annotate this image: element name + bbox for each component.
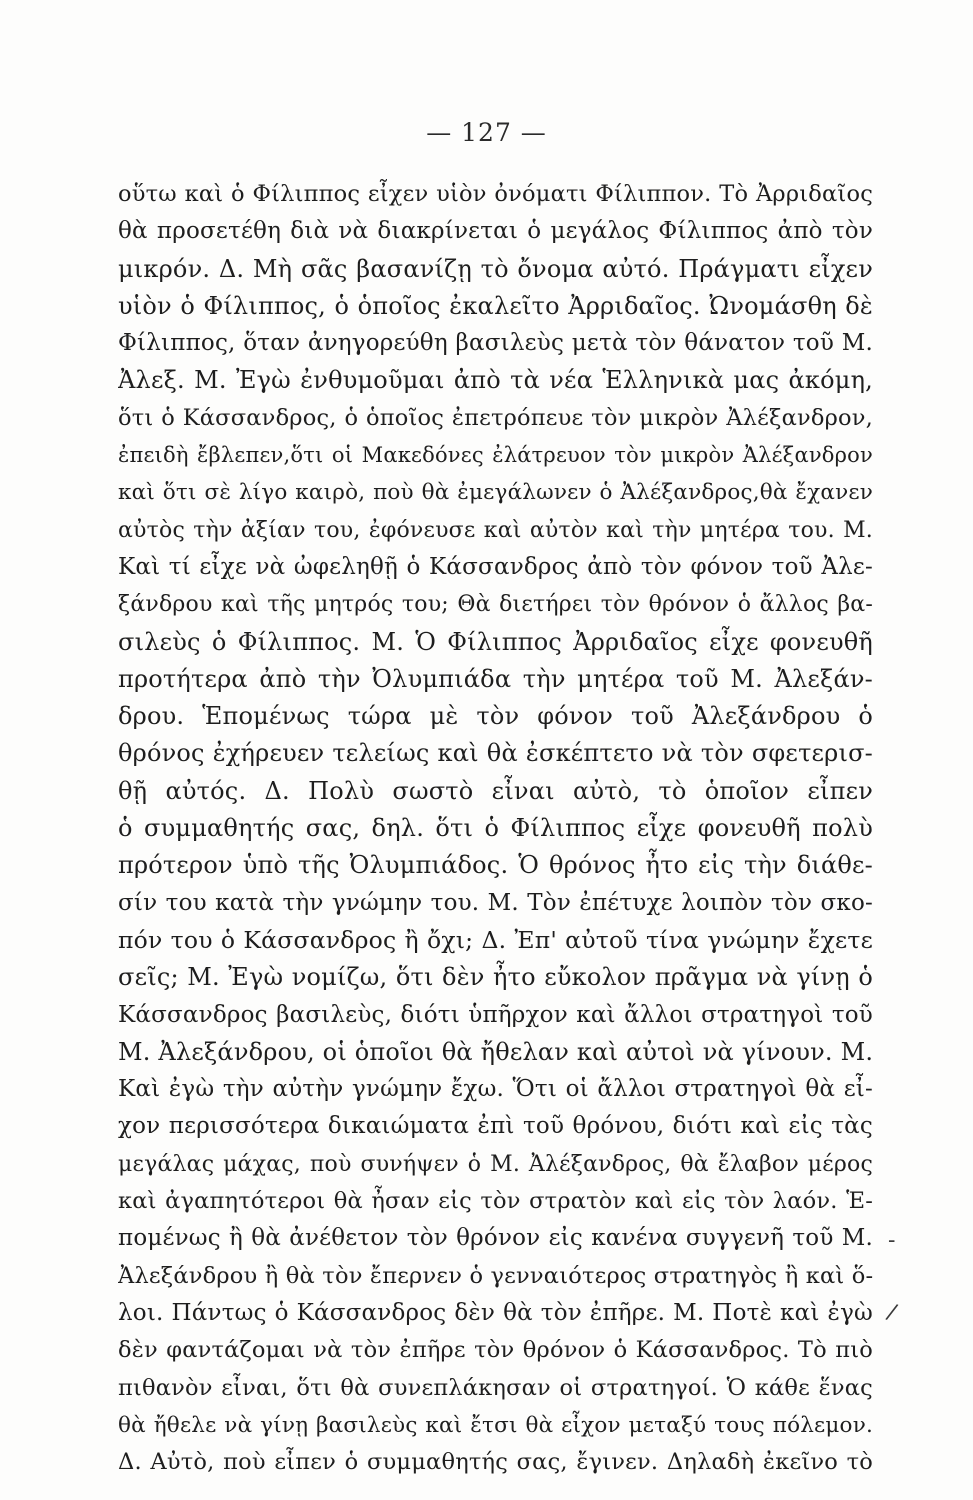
text-line: Μ. Ἀλεξάνδρου, οἱ ὁποῖοι θὰ ἤθελαν καὶ αὐτοὶ νὰ γίνουν. Μ. [118,1037,873,1066]
text-line: μεγάλας μάχας, ποὺ συνήψεν ὁ Μ. Ἀλέξανδρος, θὰ ἔλαβον μέρος [118,1151,873,1177]
text-line: πιθανὸν εἶναι, ὅτι θὰ συνεπλάκησαν οἱ στρατηγοί. Ὁ κάθε ἕνας [118,1374,873,1401]
text-line: ξάνδρου καὶ τῆς μητρός του; Θὰ διετήρει τὸν θρόνον ὁ ἄλλος βα- [118,592,873,618]
text-line: θὰ προσετέθη διὰ νὰ διακρίνεται ὁ μεγάλος Φίλιππος ἀπὸ τὸν [118,218,873,245]
text-line: προτήτερα ἀπὸ τὴν Ὀλυμπιάδα τὴν μητέρα τοῦ Μ. Ἀλεξάν- [118,664,873,693]
text-line: λοι. Πάντως ὁ Κάσσανδρος δὲν θὰ τὸν ἐπῆρε. Μ. Ποτὲ καὶ ἐγὼ [118,1299,873,1326]
text-line: χον περισσότερα δικαιώματα ἐπὶ τοῦ θρόνου, διότι καὶ εἰς τὰς [118,1113,873,1140]
text-line: μικρόν. Δ. Μὴ σᾶς βασανίζῃ τὸ ὄνομα αὐτό. Πράγματι εἶχεν [118,254,873,283]
text-line: Φίλιππος, ὅταν ἀνηγορεύθη βασιλεὺς μετὰ τὸν θάνατον τοῦ Μ. [118,330,873,357]
text-line: θὰ ἤθελε νὰ γίνῃ βασιλεὺς καὶ ἔτσι θὰ εἶχον μεταξύ τους πόλεμον. [118,1412,873,1438]
text-line: πρότερον ὑπὸ τῆς Ὀλυμπιάδος. Ὁ θρόνος ἦτο εἰς τὴν διάθε- [118,851,873,880]
text-line: αὐτὸς τὴν ἀξίαν του, ἐφόνευσε καὶ αὐτὸν καὶ τὴν μητέρα του. Μ. [118,517,873,543]
text-line: ὁ συμμαθητής σας, δηλ. ὅτι ὁ Φίλιππος εἶχε φονευθῆ πολὺ [118,814,873,843]
page-number: — 127 — [426,118,547,147]
text-line: καὶ ἀγαπητότεροι θὰ ἦσαν εἰς τὸν στρατὸν καὶ εἰς τὸν λαόν. Ἑ- [118,1188,873,1215]
text-line: θρόνος ἐχήρευεν τελείως καὶ θὰ ἐσκέπτετο νὰ τὸν σφετερισ- [118,739,873,768]
text-line: ἐπειδὴ ἔβλεπεν,ὅτι οἱ Μακεδόνες ἐλάτρευον τὸν μικρὸν Ἀλέξανδρον [118,443,873,468]
margin-mark: / [883,1299,900,1326]
text-line: πόν του ὁ Κάσσανδρος ἢ ὄχι; Δ. Ἐπ' αὐτοῦ τίνα γνώμην ἔχετε [118,925,873,954]
text-line: Καὶ τί εἶχε νὰ ὠφεληθῇ ὁ Κάσσανδρος ἀπὸ τὸν φόνον τοῦ Ἀλε- [118,553,873,580]
text-line: σίν του κατὰ τὴν γνώμην του. Μ. Τὸν ἐπέτυχε λοιπὸν τὸν σκο- [118,889,873,916]
text-line: Καὶ ἐγὼ τὴν αὐτὴν γνώμην ἔχω. Ὅτι οἱ ἄλλοι στρατηγοὶ θὰ εἶ- [118,1076,873,1103]
text-line: δὲν φαντάζομαι νὰ τὸν ἐπῆρε τὸν θρόνον ὁ Κάσσανδρος. Τὸ πιὸ [118,1337,873,1364]
text-line: σιλεὺς ὁ Φίλιππος. Μ. Ὁ Φίλιππος Ἀρριδαῖος εἶχε φονευθῆ [118,627,873,656]
text-line: Ἀλεξ. Μ. Ἐγὼ ἐνθυμοῦμαι ἀπὸ τὰ νέα Ἑλληνικὰ μας ἀκόμη, [118,366,873,395]
text-line: δρου. Ἑπομένως τώρα μὲ τὸν φόνον τοῦ Ἀλεξάνδρου ὁ [118,702,873,731]
text-line: καὶ ὅτι σὲ λίγο καιρὸ, ποὺ θὰ ἐμεγάλωνεν ὁ Ἀλέξανδρος,θὰ ἔχανεν [118,480,873,506]
text-line: υἱὸν ὁ Φίλιππος, ὁ ὁποῖος ἐκαλεῖτο Ἀρριδαῖος. Ὠνομάσθη δὲ [118,291,873,320]
text-line: θῇ αὐτός. Δ. Πολὺ σωστὸ εἶναι αὐτὸ, τὸ ὁποῖον εἶπεν [118,776,873,805]
margin-mark: - [888,1228,896,1253]
text-line: Ἀλεξάνδρου ἢ θὰ τὸν ἔπερνεν ὁ γενναιότερος στρατηγὸς ἢ καὶ ὅ- [118,1262,873,1289]
text-line: ὅτι ὁ Κάσσανδρος, ὁ ὁποῖος ἐπετρόπευε τὸν μικρὸν Ἀλέξανδρον, [118,404,873,431]
text-line: Δ. Αὐτὸ, ποὺ εἶπεν ὁ συμμαθητής σας, ἔγινεν. Δηλαδὴ ἐκεῖνο τὸ [118,1449,873,1476]
text-line: οὕτω καὶ ὁ Φίλιππος εἶχεν υἱὸν ὀνόματι Φίλιππον. Τὸ Ἀρριδαῖος [118,181,873,207]
text-line: Κάσσανδρος βασιλεὺς, διότι ὑπῆρχον καὶ ἄλλοι στρατηγοὶ τοῦ [118,1001,873,1028]
text-line: σεῖς; Μ. Ἐγὼ νομίζω, ὅτι δὲν ἦτο εὔκολον πρᾶγμα νὰ γίνῃ ὁ [118,963,873,992]
text-line: πομένως ἢ θὰ ἀνέθετον τὸν θρόνον εἰς κανένα συγγενῆ τοῦ Μ. [118,1225,873,1252]
body-text [118,176,873,1481]
